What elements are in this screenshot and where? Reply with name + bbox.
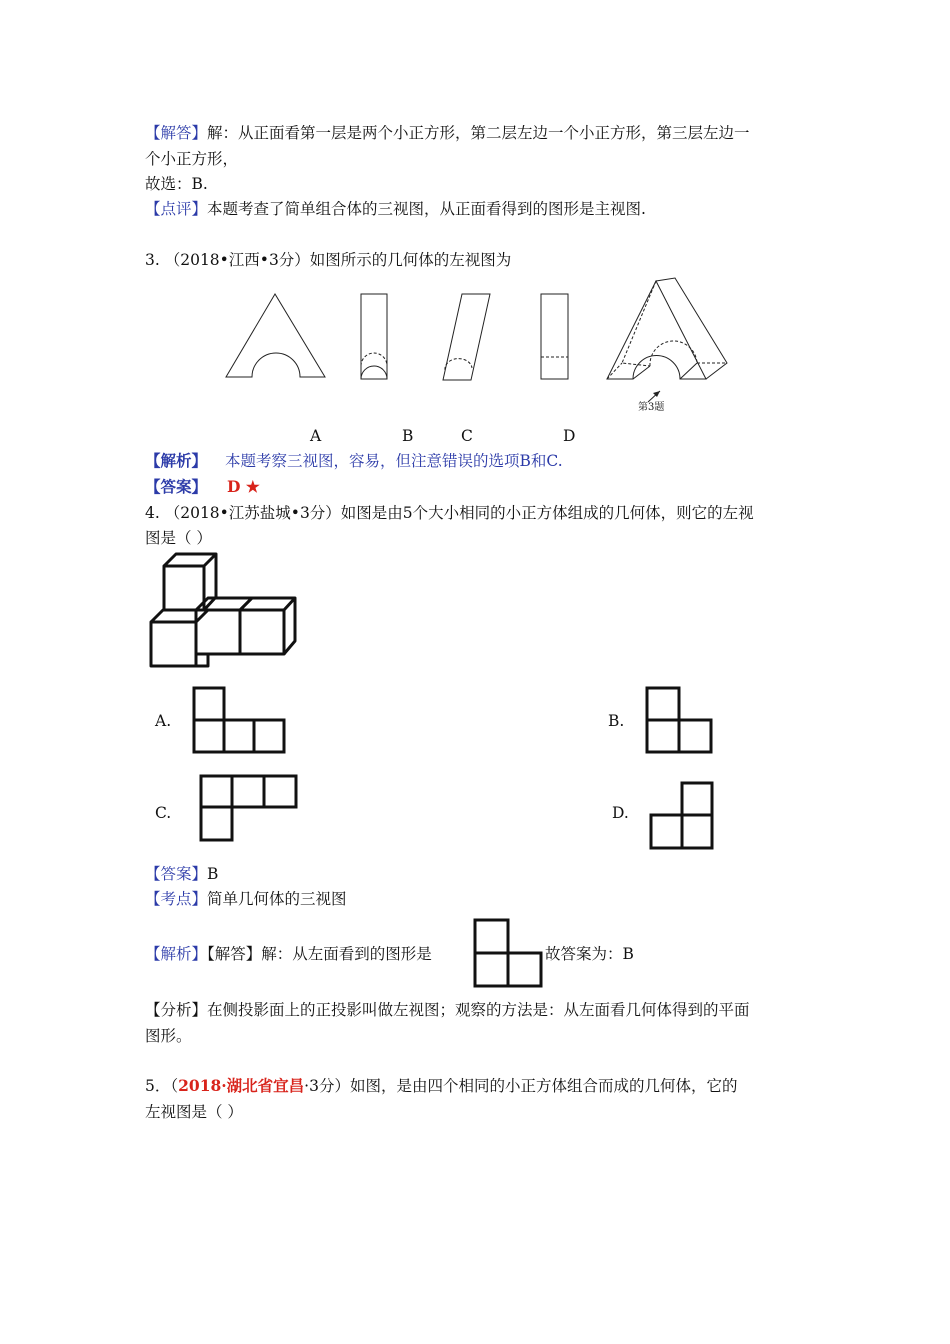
q4-option-c-label: C. [155, 804, 172, 822]
q4-jiexi: 【解析】【解答】解：从左面看到的图形是 [145, 945, 432, 963]
q4-fenxi-line1: 【分析】在侧投影面上的正投影叫做左视图；观察的方法是：从左面看几何体得到的平面 [145, 1001, 750, 1019]
tag-daan: 【答案】 [145, 865, 208, 883]
q4-option-c-figure [201, 776, 296, 840]
q3-analysis: 【解析】 本题考察三视图，容易，但注意错误的选项B和C. [145, 451, 563, 470]
q3-label-c: C [461, 427, 473, 445]
q2-solution-line1: 【解答】解：从正面看第一层是两个小正方形，第二层左边一个小正方形，第三层左边一 [145, 124, 750, 142]
q2-choice: 故选：B. [145, 175, 208, 193]
q4-jieda-tail: 故答案为：B [545, 945, 634, 963]
q4-cube-solid [151, 554, 295, 666]
q4-option-d-figure [651, 783, 712, 848]
q4-option-a-label: A. [155, 712, 172, 730]
q4-stem-line1: 4. （2018•江苏盐城•3分）如图是由5个大小相同的小正方体组成的几何体，则它的左视 [145, 504, 754, 522]
tag-jiexi: 【解析】 [145, 451, 208, 470]
q4-option-a-figure [194, 688, 284, 752]
q4-kaodian: 【考点】简单几何体的三视图 [145, 890, 347, 908]
tag-fenxi: 【分析】 [145, 1001, 208, 1019]
q4-option-b-figure [647, 688, 711, 752]
q4-stem-line2: 图是（ ） [145, 529, 212, 547]
q3-label-b: B [402, 427, 414, 445]
q5-source: 2018·湖北省宜昌 [178, 1076, 305, 1095]
q3-label-d: D [563, 427, 576, 445]
q4-option-d-label: D. [612, 804, 629, 822]
q5-stem-line1: 5．（2018·湖北省宜昌·3分）如图，是由四个相同的小正方体组合而成的几何体，它的 [145, 1076, 738, 1095]
tag-jiexi: 【解析】 [145, 945, 208, 963]
q4-answer: 【答案】B [145, 865, 219, 883]
q3-figure-caption: 第3题 [638, 402, 665, 413]
tag-jieda: 【解答】 [145, 124, 208, 142]
q3-label-a: A [310, 427, 322, 445]
q4-fenxi-line2: 图形。 [145, 1027, 192, 1045]
tag-dianping: 【点评】 [145, 200, 208, 218]
q5-stem-line2: 左视图是（ ） [145, 1103, 243, 1121]
q3-stem: 3. （2018•江西•3分）如图所示的几何体的左视图为 [145, 251, 512, 269]
tag-daan: 【答案】 [145, 477, 208, 496]
tag-kaodian: 【考点】 [145, 890, 208, 908]
q3-answer: 【答案】 D ★ [145, 477, 260, 496]
q2-review: 【点评】本题考查了简单组合体的三视图，从正面看得到的图形是主视图. [145, 200, 646, 218]
q2-solution-line2: 个小正方形， [145, 150, 239, 168]
q4-answer-figure [475, 920, 541, 986]
q4-option-b-label: B. [608, 712, 625, 730]
